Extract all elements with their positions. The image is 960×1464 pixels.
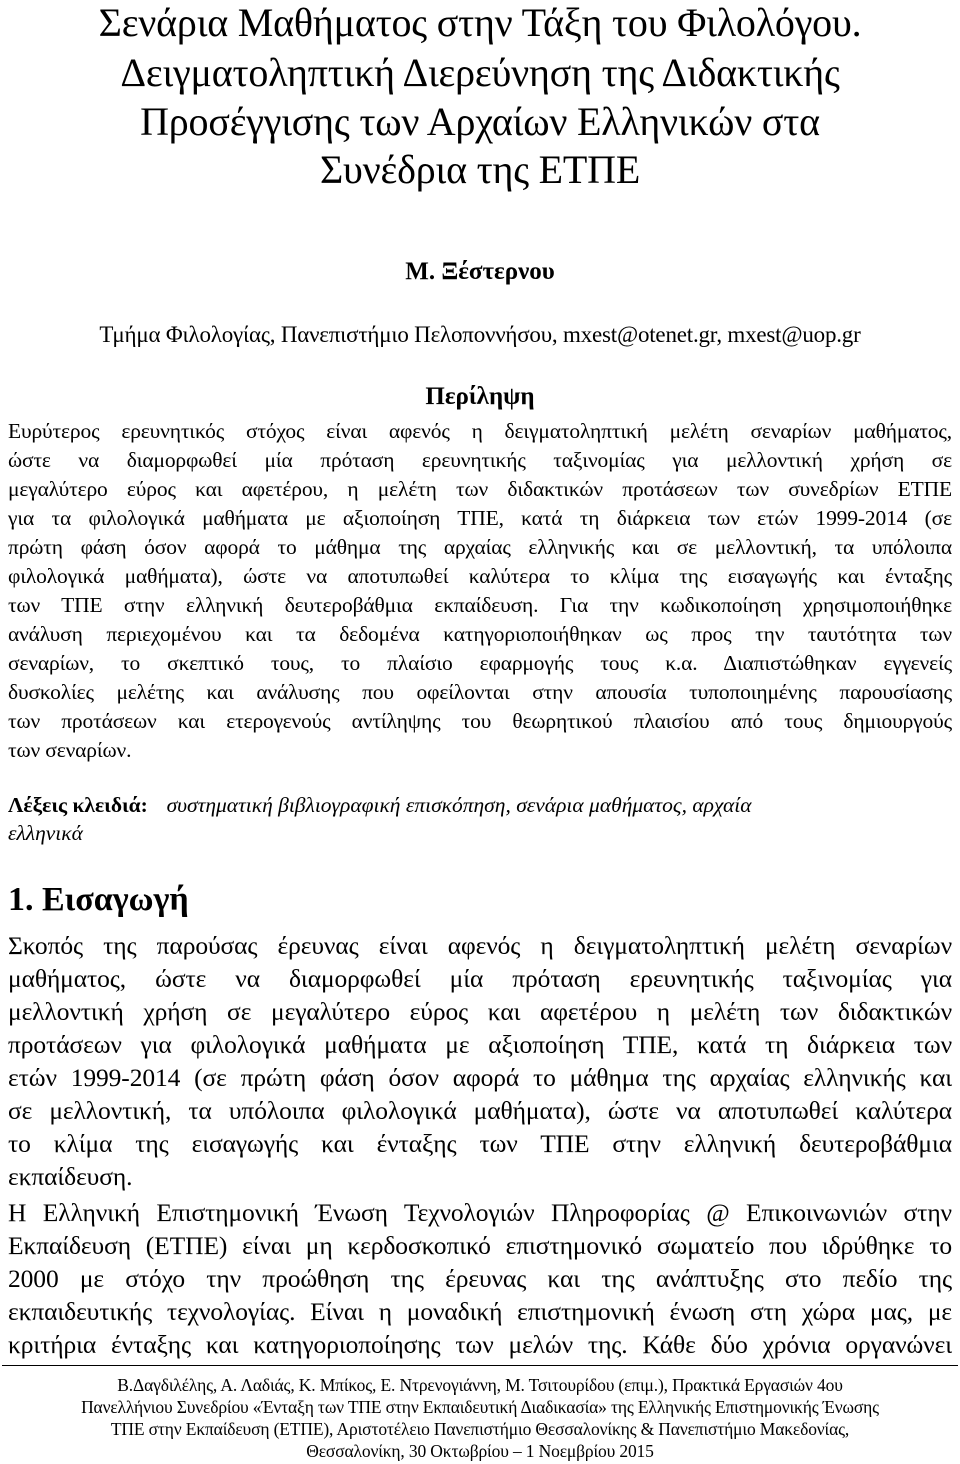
- abstract-line-3: μεγαλύτερο εύρος και αφετέρου, η μελέτη των διδακτικών προτάσεων των συνεδρίων ΕΤΠΕ: [8, 477, 952, 501]
- author-affiliation: Τμήμα Φιλολογίας, Πανεπιστήμιο Πελοποννήσου, mxest@otenet.gr, mxest@uop.gr: [99, 322, 861, 347]
- paragraph2-line-5: κριτήρια ένταξης και κατηγοριοποίησης των μελών της. Κάθε δύο χρόνια οργανώνει: [8, 1330, 952, 1359]
- abstract-heading: Περίληψη: [425, 383, 535, 410]
- abstract-line-1: Ευρύτερος ερευνητικός στόχος είναι αφενός η δειγματοληπτική μελέτη σεναρίων μαθήματος,: [8, 419, 952, 443]
- paragraph1-line-3: μελλοντική χρήση σε μεγαλύτερο εύρος και αφετέρου η μελέτη των διδακτικών: [8, 997, 952, 1026]
- abstract-line-11: των προτάσεων και ετερογενούς αντίληψης του θεωρητικού πλαισίου από τους δημιουργούς: [8, 709, 952, 733]
- footer-line-1: Β.Δαγδιλέλης, Α. Λαδιάς, Κ. Μπίκος, Ε. Ντρενογιάννη, Μ. Τσιτουρίδου (επιμ.), Πρακτικά Εργασιών 4ου: [117, 1375, 843, 1395]
- footer-line-4: Θεσσαλονίκη, 30 Οκτωβρίου – 1 Νοεμβρίου 2015: [306, 1441, 654, 1461]
- section-heading: 1. Εισαγωγή: [8, 881, 189, 918]
- title-line-4: Συνέδρια της ΕΤΠΕ: [319, 147, 641, 192]
- paragraph1-line-5: ετών 1999-2014 (σε πρώτη φάση όσον αφορά το μάθημα της αρχαίας ελληνικής και: [8, 1063, 952, 1092]
- footer-line-3: ΤΠΕ στην Εκπαίδευση (ΕΤΠΕ), Αριστοτέλειο Πανεπιστήμιο Θεσσαλονίκης & Πανεπιστήμιο Μακεδονίας,: [110, 1419, 850, 1439]
- paragraph1-line-4: προτάσεων για φιλολογικά μαθήματα με αξιοποίηση ΤΠΕ, κατά τη διάρκεια των: [8, 1030, 952, 1059]
- paragraph2-line-2: Εκπαίδευση (ΕΤΠΕ) είναι μη κερδοσκοπικό επιστημονικό σωματείο που ιδρύθηκε το: [8, 1231, 952, 1260]
- keywords-list: συστηματική βιβλιογραφική επισκόπηση, σενάρια μαθήματος, αρχαία: [166, 793, 752, 817]
- author-name: Μ. Ξέστερνου: [405, 258, 555, 285]
- footer-rule: [2, 1365, 958, 1366]
- abstract-line-4: για τα φιλολογικά μαθήματα με αξιοποίηση ΤΠΕ, κατά τη διάρκεια των ετών 1999-2014 (σε: [8, 506, 952, 530]
- title-line-3: Προσέγγισης των Αρχαίων Ελληνικών στα: [140, 99, 820, 144]
- keywords-label: Λέξεις κλειδιά:: [8, 793, 148, 817]
- paragraph1-line-7: το κλίμα της εισαγωγής και ένταξης των ΤΠΕ στην ελληνική δευτεροβάθμια: [8, 1129, 952, 1158]
- abstract-line-2: ώστε να διαμορφωθεί μία πρόταση ερευνητικής ταξινομίας για μελλοντική χρήση σε: [8, 448, 952, 472]
- paragraph1-line-1: Σκοπός της παρούσας έρευνας είναι αφενός η δειγματοληπτική μελέτη σεναρίων: [8, 931, 952, 960]
- abstract-line-12: των σεναρίων.: [8, 738, 132, 762]
- title-line-1: Σενάρια Μαθήματος στην Τάξη του Φιλολόγου.: [98, 0, 862, 45]
- abstract-line-8: ανάλυση περιεχομένου και τα δεδομένα κατηγοριοποιήθηκαν ως προς την ταυτότητα των: [8, 622, 952, 646]
- abstract-line-9: σεναρίων, το σκεπτικό τους, το πλαίσιο εφαρμογής τους κ.α. Διαπιστώθηκαν εγγενείς: [8, 651, 952, 675]
- paragraph1-line-8: εκπαίδευση.: [8, 1162, 133, 1191]
- paragraph2-line-3: 2000 με στόχο την προώθηση της έρευνας και της ανάπτυξης στο πεδίο της: [8, 1264, 952, 1293]
- abstract-line-7: των ΤΠΕ στην ελληνική δευτεροβάθμια εκπαίδευση. Για την κωδικοποίηση χρησιμοποιήθηκε: [8, 593, 952, 617]
- keywords-line-1: [8, 791, 952, 819]
- paragraph1-line-6: σε μελλοντική, τα υπόλοιπα φιλολογικά μαθήματα), ώστε να αποτυπωθεί καλύτερα: [8, 1096, 952, 1125]
- keywords-list-continued: ελληνικά: [8, 821, 83, 845]
- abstract-line-5: πρώτη φάση όσον αφορά το μάθημα της αρχαίας ελληνικής και σε μελλοντική, τα υπόλοιπα: [8, 535, 952, 559]
- abstract-line-6: φιλολογικά μαθήματα), ώστε να αποτυπωθεί καλύτερα το κλίμα της εισαγωγής και ένταξης: [8, 564, 952, 588]
- paragraph2-line-4: εκπαιδευτικής τεχνολογίας. Είναι η μοναδική επιστημονική ένωση στη χώρα μας, με: [8, 1297, 952, 1326]
- abstract-line-10: δυσκολίες μελέτης και ανάλυσης που οφείλονται στην απουσία τυποποιημένης παρουσίασης: [8, 680, 952, 704]
- keywords-line-2: [8, 819, 952, 847]
- paragraph2-line-1: Η Ελληνική Επιστημονική Ένωση Τεχνολογιών Πληροφορίας @ Επικοινωνιών στην: [8, 1198, 952, 1227]
- footer-line-2: Πανελλήνιου Συνεδρίου «Ένταξη των ΤΠΕ στην Εκπαιδευτική Διαδικασία» της Ελληνικής Επιστημονικής Ένωσης: [81, 1397, 879, 1417]
- paragraph1-line-2: μαθήματος, ώστε να διαμορφωθεί μία πρόταση ερευνητικής ταξινομίας για: [8, 964, 952, 993]
- title-line-2: Δειγματοληπτική Διερεύνηση της Διδακτικής: [120, 50, 840, 95]
